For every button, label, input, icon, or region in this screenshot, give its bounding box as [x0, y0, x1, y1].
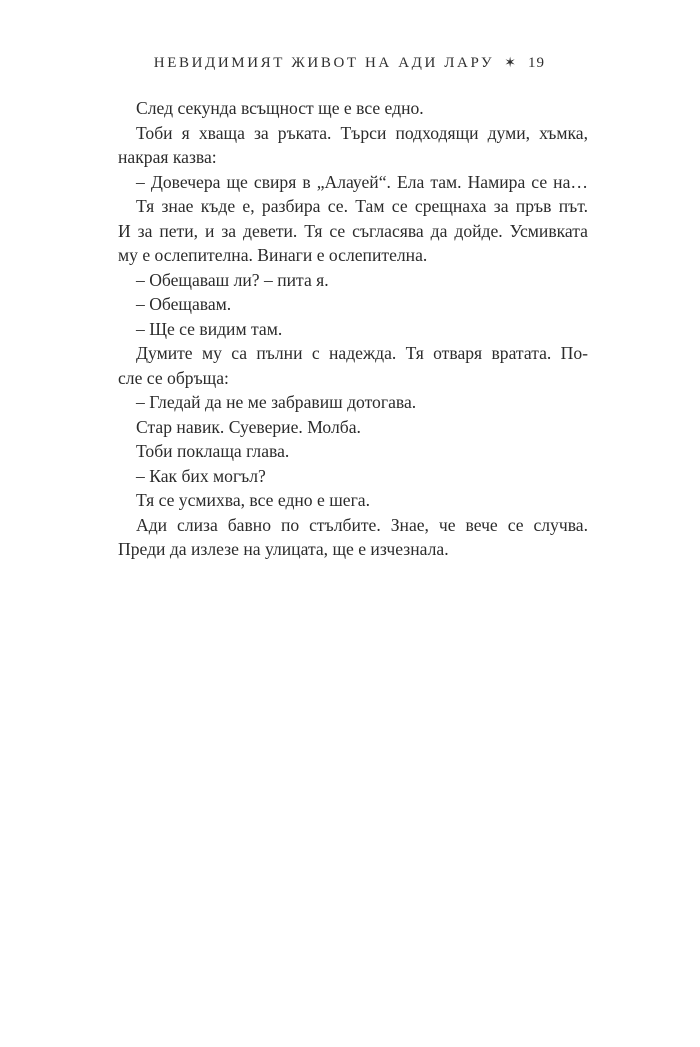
page-number: 19	[528, 55, 545, 71]
text-line: И за пети, и за девети. Тя се съгласява да дойде. Усмивката	[118, 220, 588, 241]
text-line: Преди да излезе на улицата, ще е изчезнала.	[118, 539, 449, 559]
book-title: НЕВИДИМИЯТ ЖИВОТ НА АДИ ЛАРУ	[153, 55, 495, 71]
text-line: – Довечера ще свиря в „Алауей“. Ела там. Намира се на…	[136, 171, 588, 192]
text-line: Думите му са пълни с надежда. Тя отваря вратата. По-	[136, 343, 588, 363]
text-line: – Ще се видим там.	[136, 318, 283, 339]
text-line: му е ослепителна. Винаги е ослепителна.	[118, 245, 428, 265]
text-line: сле се обръща:	[118, 367, 229, 388]
body-text	[118, 96, 588, 562]
text-line: Ади слиза бавно по стълбите. Знае, че вече се случва.	[136, 514, 588, 535]
text-line: Стар навик. Суеверие. Молба.	[136, 416, 361, 437]
star-ornament-icon: ✶	[504, 56, 516, 71]
text-line: Тоби поклаща глава.	[136, 441, 290, 461]
text-line: Тя знае къде е, разбира се. Там се срещнаха за пръв път.	[136, 196, 588, 216]
text-line: Тя се усмихва, все едно е шега.	[136, 490, 370, 510]
text-line: накрая казва:	[118, 147, 217, 167]
text-line: Тоби я хваща за ръката. Търси подходящи думи, хъмка,	[136, 122, 588, 143]
text-line: – Обещаваш ли? – пита я.	[136, 269, 329, 290]
text-line: – Гледай да не ме забравиш дотогава.	[136, 392, 417, 412]
running-header	[0, 55, 545, 72]
text-line: След секунда всъщност ще е все едно.	[136, 98, 424, 118]
text-line: – Обещавам.	[136, 294, 232, 314]
text-line: – Как бих могъл?	[136, 465, 266, 486]
